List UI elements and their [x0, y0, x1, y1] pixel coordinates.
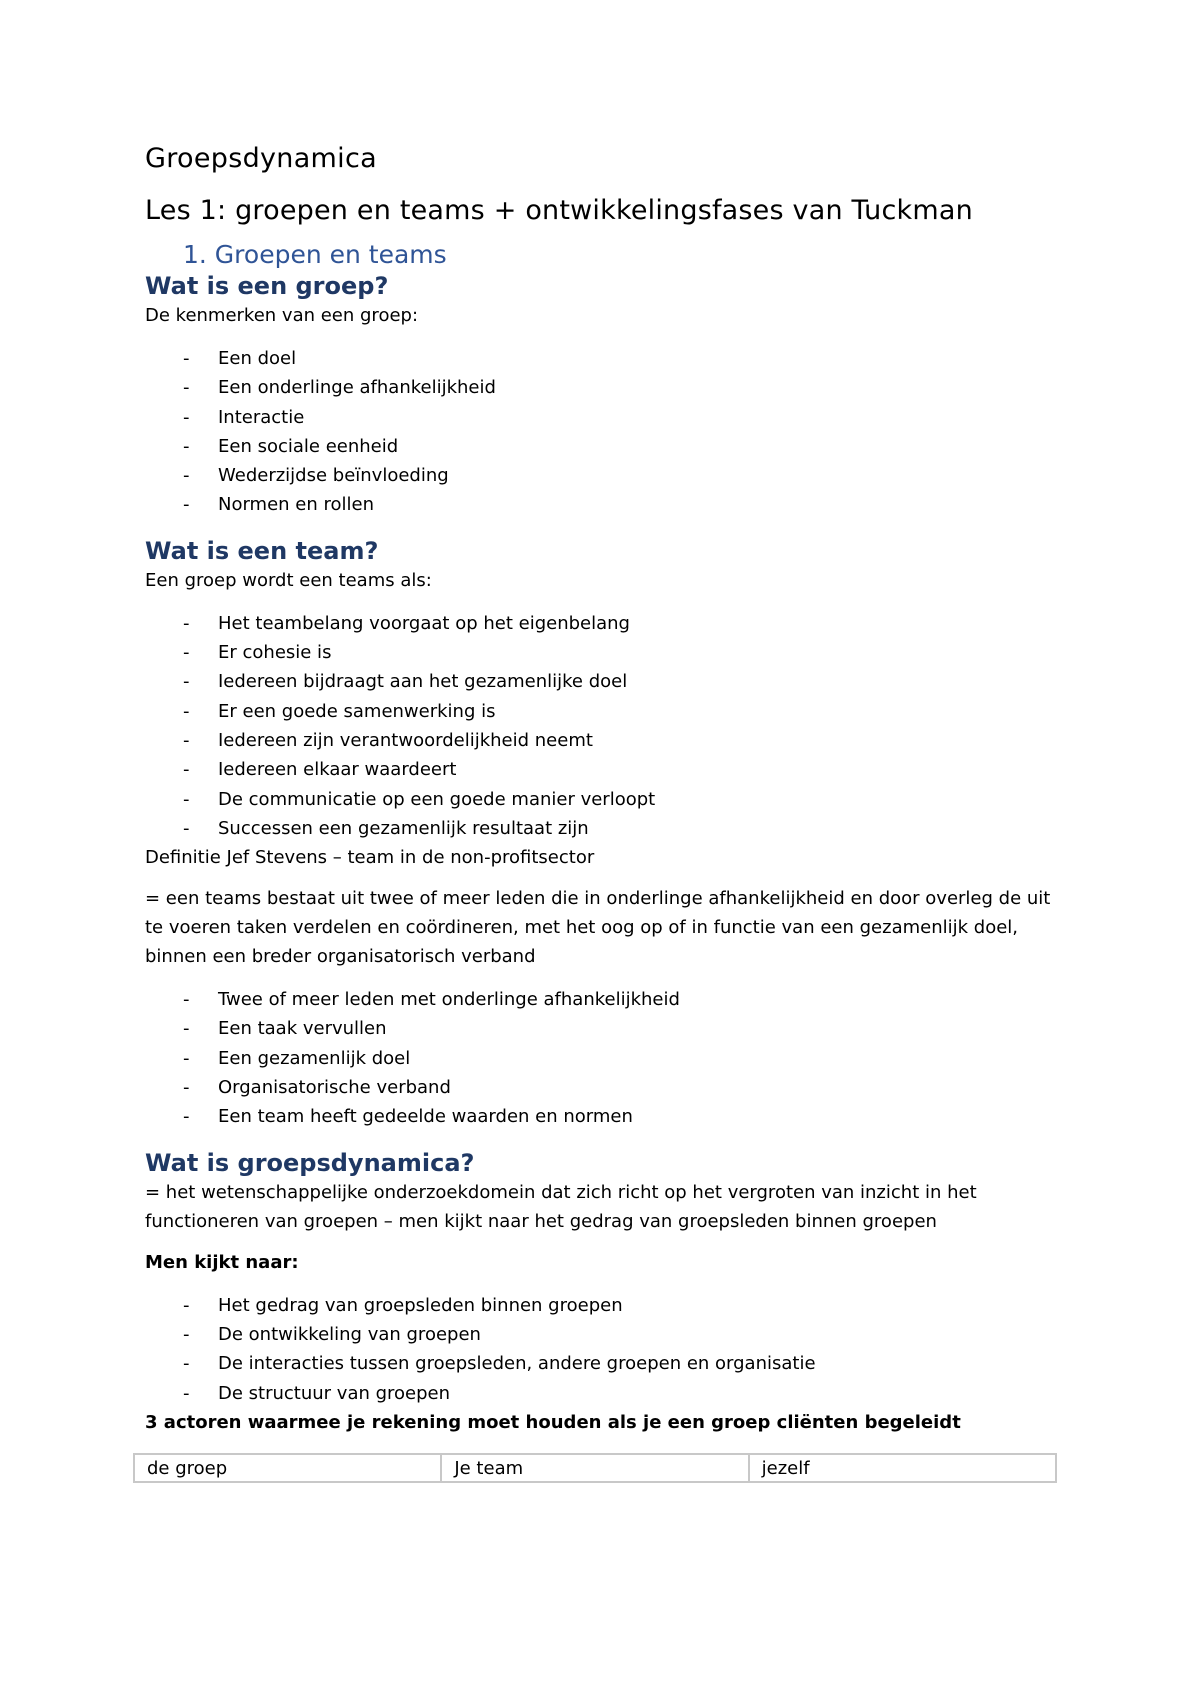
dash-marker: - [183, 817, 190, 839]
dash-marker: - [183, 348, 190, 369]
table-cell: Je team [441, 1454, 748, 1482]
list-item [145, 1349, 1057, 1378]
list-item [145, 667, 1057, 696]
section-heading: 1. Groepen en teams [183, 240, 447, 269]
list-item [145, 461, 1057, 490]
list-item-text: Twee of meer leden met onderlinge afhankelijkheid [218, 989, 680, 1011]
list-item-text: Organisatorische verband [218, 1077, 451, 1099]
list-item-text: Het teambelang voorgaat op het eigenbelang [218, 612, 630, 634]
group-characteristics-list [145, 344, 1057, 520]
dash-marker: - [183, 642, 190, 664]
list-item [145, 697, 1057, 726]
dash-marker: - [183, 700, 190, 722]
list-item-text: Een doel [218, 348, 297, 369]
list-item-text: Een gezamenlijk doel [218, 1047, 411, 1069]
dash-marker: - [183, 759, 190, 781]
actors-table [133, 1453, 1057, 1483]
dash-marker: - [183, 989, 190, 1011]
dash-marker: - [183, 435, 190, 457]
list-item [145, 344, 1057, 373]
group-heading: Wat is een groep? [145, 272, 389, 300]
list-item [145, 726, 1057, 755]
list-item [145, 1291, 1057, 1320]
dash-marker: - [183, 1047, 190, 1069]
list-item [145, 609, 1057, 638]
dash-marker: - [183, 1106, 190, 1128]
dash-marker: - [183, 1323, 190, 1345]
dash-marker: - [183, 1353, 190, 1375]
dash-marker: - [183, 377, 190, 399]
dash-marker: - [183, 406, 190, 428]
definition-title: Definitie Jef Stevens – team in de non-profitsector [145, 847, 595, 869]
group-dynamics-heading: Wat is groepsdynamica? [145, 1148, 475, 1177]
list-item-text: De ontwikkeling van groepen [218, 1323, 481, 1345]
list-item [145, 490, 1057, 519]
list-item [145, 373, 1057, 402]
list-item [145, 1379, 1057, 1408]
list-item [145, 1102, 1057, 1131]
list-item-text: Iedereen zijn verantwoordelijkheid neemt [218, 729, 593, 751]
list-item-text: Er een goede samenwerking is [218, 700, 496, 722]
dash-marker: - [183, 729, 190, 751]
document-content [145, 141, 1057, 1483]
list-item [145, 985, 1057, 1014]
dash-marker: - [183, 494, 190, 516]
table-row [134, 1454, 1056, 1482]
list-item [145, 432, 1057, 461]
dash-marker: - [183, 1294, 190, 1316]
look-at-label: Men kijkt naar: [145, 1251, 299, 1273]
definition-text: = een teams bestaat uit twee of meer leden die in onderlinge afhankelijkheid en door overleg de uit te voeren taken verdelen en coördineren, met het oog op of in functie van een gezamenlijk doel, binnen een breder organisatorisch verband [145, 888, 1051, 968]
list-item-text: Een onderlinge afhankelijkheid [218, 377, 496, 399]
dash-marker: - [183, 465, 190, 487]
list-item-text: Iedereen elkaar waardeert [218, 759, 457, 781]
dash-marker: - [183, 788, 190, 810]
list-item [145, 1044, 1057, 1073]
list-item-text: Een taak vervullen [218, 1018, 387, 1040]
dash-marker: - [183, 1382, 190, 1404]
dash-marker: - [183, 612, 190, 634]
team-intro: Een groep wordt een teams als: [145, 569, 432, 591]
list-item-text: Iedereen bijdraagt aan het gezamenlijke doel [218, 671, 628, 693]
list-item [145, 1073, 1057, 1102]
dash-marker: - [183, 1018, 190, 1040]
dash-marker: - [183, 671, 190, 693]
team-conditions-list [145, 609, 1057, 843]
list-item-text: Een team heeft gedeelde waarden en normen [218, 1106, 633, 1128]
list-item [145, 1014, 1057, 1043]
list-item-text: Er cohesie is [218, 642, 332, 664]
team-heading: Wat is een team? [145, 536, 379, 565]
list-item-text: De structuur van groepen [218, 1382, 451, 1404]
group-intro: De kenmerken van een groep: [145, 305, 419, 326]
dash-marker: - [183, 1077, 190, 1099]
table-cell: jezelf [749, 1454, 1056, 1482]
list-item-text: De communicatie op een goede manier verloopt [218, 788, 656, 810]
document-subtitle: Les 1: groepen en teams + ontwikkelingsfases van Tuckman [145, 195, 973, 226]
list-item [145, 638, 1057, 667]
list-item-text: Interactie [218, 406, 305, 428]
list-item-text: Het gedrag van groepsleden binnen groepen [218, 1294, 623, 1316]
group-dynamics-definition: = het wetenschappelijke onderzoekdomein dat zich richt op het vergroten van inzicht in het functioneren van groepen – men kijkt naar het gedrag van groepsleden binnen groepen [145, 1181, 977, 1232]
table-cell: de groep [134, 1454, 441, 1482]
look-at-list [145, 1291, 1057, 1408]
list-item [145, 403, 1057, 432]
list-item [145, 785, 1057, 814]
actors-label: 3 actoren waarmee je rekening moet houden als je een groep cliënten begeleidt [145, 1411, 961, 1433]
list-item [145, 755, 1057, 784]
list-item [145, 1320, 1057, 1349]
list-item-text: De interacties tussen groepsleden, andere groepen en organisatie [218, 1353, 816, 1375]
list-item [145, 814, 1057, 843]
list-item-text: Normen en rollen [218, 494, 375, 516]
list-item-text: Een sociale eenheid [218, 435, 399, 457]
document-title: Groepsdynamica [145, 143, 377, 174]
definition-elements-list [145, 985, 1057, 1131]
list-item-text: Successen een gezamenlijk resultaat zijn [218, 817, 589, 839]
list-item-text: Wederzijdse beïnvloeding [218, 465, 449, 487]
